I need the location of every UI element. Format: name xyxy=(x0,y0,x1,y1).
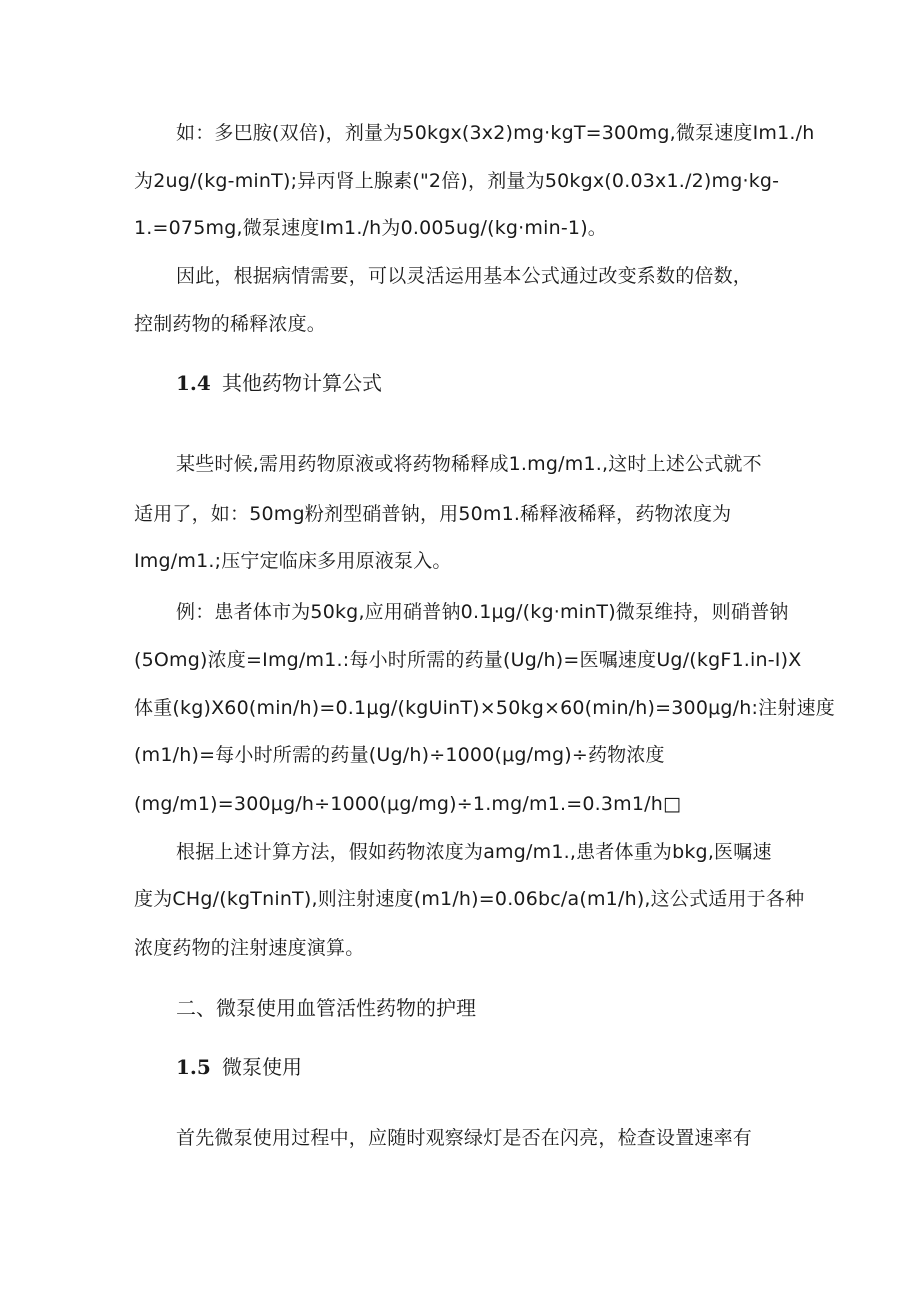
paragraph-4-line-1: 例：患者体市为50kg,应用硝普钠0.1μg∕(kg·minT)微泵维持，则硝普钠 xyxy=(176,601,789,623)
paragraph-5-line-3: 浓度药物的注射速度演算。 xyxy=(134,937,365,959)
heading-1-4-number: 1.4 xyxy=(176,371,211,395)
paragraph-3-line-1: 某些时候,需用药物原液或将药物稀释成1.mg∕m1.,这时上述公式就不 xyxy=(176,453,762,475)
paragraph-3-line-3: Img/m1.;压宁定临床多用原液泵入。 xyxy=(134,550,452,572)
heading-1-4 xyxy=(176,370,382,396)
section-2-title: 二、微泵使用血管活性药物的护理 xyxy=(176,996,476,1020)
paragraph-1-line-3: 1.=075mg,微泵速度Im1./h为0.005ug∕(kg·min-1)。 xyxy=(134,217,608,239)
heading-1-5 xyxy=(176,1054,302,1080)
paragraph-6-line-1: 首先微泵使用过程中，应随时观察绿灯是否在闪亮，检查设置速率有 xyxy=(176,1127,753,1149)
paragraph-4-line-2: (5Omg)浓度=Img/m1.:每小时所需的药量(Ug∕h)=医嘱速度Ug/(kgF1.in-I)X xyxy=(134,649,802,671)
paragraph-1-line-1: 如：多巴胺(双倍)，剂量为50kgx(3x2)mg·kgT=300mg,微泵速度Im1./h xyxy=(176,122,815,144)
paragraph-5-line-2: 度为CHg/(kgTninT),则注射速度(m1∕h)=0.06bc∕a(m1∕h),这公式适用于各种 xyxy=(134,888,805,910)
paragraph-2-line-1: 因此，根据病情需要，可以灵活运用基本公式通过改变系数的倍数， xyxy=(176,265,753,287)
paragraph-3-line-2: 适用了，如：50mg粉剂型硝普钠，用50m1.稀释液稀释，药物浓度为 xyxy=(134,503,732,525)
heading-1-5-number: 1.5 xyxy=(176,1055,211,1079)
paragraph-4-line-5: (mg∕m1)=300μg∕h÷1000(μg∕mg)÷1.mg∕m1.=0.3m1∕h□ xyxy=(134,793,682,815)
paragraph-5-line-1: 根据上述计算方法，假如药物浓度为amg∕m1.,患者体重为bkg,医嘱速 xyxy=(176,841,772,863)
heading-1-5-title: 微泵使用 xyxy=(222,1055,302,1079)
paragraph-2-line-2: 控制药物的稀释浓度。 xyxy=(134,313,327,335)
heading-1-4-title: 其他药物计算公式 xyxy=(222,371,382,395)
paragraph-1-line-2: 为2ug∕(kg-minT);异丙肾上腺素("2倍)，剂量为50kgx(0.03x1./2)mg·kg- xyxy=(134,170,780,192)
paragraph-4-line-3: 体重(kg)X60(min∕h)=0.1μg∕(kgUinT)×50kg×60(min∕h)=300μg/h:注射速度 xyxy=(134,697,835,719)
paragraph-4-line-4: (m1∕h)=每小时所需的药量(Ug/h)÷1000(μg∕mg)÷药物浓度 xyxy=(134,744,665,766)
